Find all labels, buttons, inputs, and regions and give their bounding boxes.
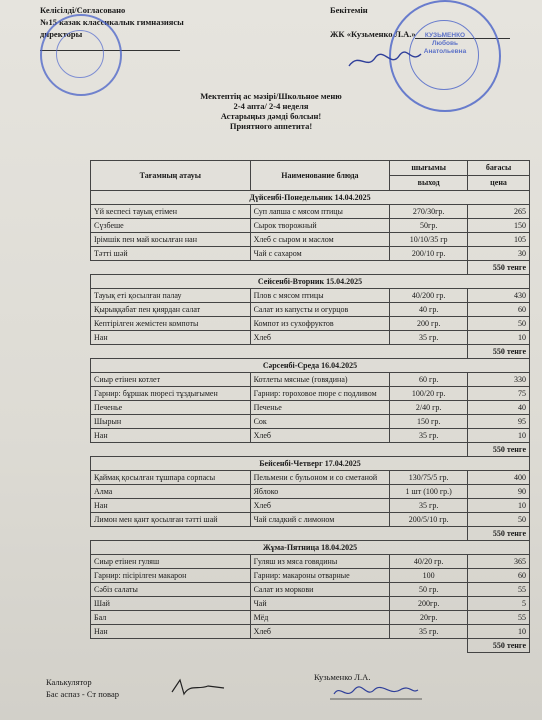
dish-kz: Нан <box>91 429 251 443</box>
day-row <box>91 541 530 555</box>
header-kz: Тағамның атауы <box>91 161 251 191</box>
table-row <box>91 555 530 569</box>
table-row <box>91 415 530 429</box>
dish-price: 40 <box>468 401 530 415</box>
day-name: Бейсенбі-Четверг 17.04.2025 <box>91 457 530 471</box>
dish-kz: Сиыр етінен котлет <box>91 373 251 387</box>
total-spacer <box>91 639 468 653</box>
dish-price: 30 <box>468 247 530 261</box>
footer-role-2: Бас аспаз - Ст повар <box>46 689 119 699</box>
day-row <box>91 275 530 289</box>
dish-kz: Тәтті шәй <box>91 247 251 261</box>
menu-title <box>0 91 542 131</box>
dish-price: 105 <box>468 233 530 247</box>
dish-ru: Плов с мясом птицы <box>250 289 390 303</box>
total-spacer <box>91 443 468 457</box>
footer-roles <box>46 676 119 700</box>
dish-price: 400 <box>468 471 530 485</box>
dish-ru: Хлеб <box>250 429 390 443</box>
dish-price: 60 <box>468 303 530 317</box>
dish-kz: Сәбіз салаты <box>91 583 251 597</box>
dish-ru: Гарнир: макароны отварные <box>250 569 390 583</box>
dish-price: 75 <box>468 387 530 401</box>
dish-ru: Пельмени с бульоном и со сметаной <box>250 471 390 485</box>
dish-ru: Чай с сахаром <box>250 247 390 261</box>
dish-output: 130/75/5 гр. <box>390 471 468 485</box>
menu-table <box>90 160 530 653</box>
dish-ru: Сок <box>250 415 390 429</box>
day-total: 550 тенге <box>468 527 530 541</box>
dish-kz: Печенье <box>91 401 251 415</box>
table-row <box>91 583 530 597</box>
dish-output: 1 шт (100 гр.) <box>390 485 468 499</box>
dish-ru: Яблоко <box>250 485 390 499</box>
agreed-line-1: Келісілді/Согласовано <box>40 5 126 15</box>
dish-output: 40/20 гр. <box>390 555 468 569</box>
dish-price: 10 <box>468 331 530 345</box>
dish-ru: Чай <box>250 597 390 611</box>
dish-kz: Шырын <box>91 415 251 429</box>
dish-price: 10 <box>468 429 530 443</box>
school-seal-icon <box>40 14 122 96</box>
approved-line-1: Бекітемін <box>330 5 368 15</box>
table-row <box>91 569 530 583</box>
dish-price: 5 <box>468 597 530 611</box>
kuzmenko-signature-icon <box>330 682 422 702</box>
director-signature-icon <box>345 48 425 72</box>
agreed-line-2: №15 казак классикалык гимназиясы <box>40 17 184 27</box>
title-line-4: Приятного аппетита! <box>229 121 313 131</box>
dish-output: 200/5/10 гр. <box>390 513 468 527</box>
dish-output: 10/10/35 гр <box>390 233 468 247</box>
dish-price: 55 <box>468 611 530 625</box>
table-row <box>91 597 530 611</box>
dish-price: 365 <box>468 555 530 569</box>
table-row <box>91 513 530 527</box>
table-row <box>91 471 530 485</box>
dish-output: 20гр. <box>390 611 468 625</box>
dish-price: 265 <box>468 205 530 219</box>
header-price-kz: бағасы <box>468 161 530 176</box>
dish-kz: Алма <box>91 485 251 499</box>
table-row <box>91 429 530 443</box>
dish-output: 270/30гр. <box>390 205 468 219</box>
dish-ru: Котлеты мясные (говядина) <box>250 373 390 387</box>
dish-output: 50гр. <box>390 219 468 233</box>
day-row <box>91 457 530 471</box>
total-spacer <box>91 345 468 359</box>
dish-price: 95 <box>468 415 530 429</box>
total-row <box>91 527 530 541</box>
dish-ru: Суп лапша с мясом птицы <box>250 205 390 219</box>
dish-ru: Печенье <box>250 401 390 415</box>
table-row <box>91 247 530 261</box>
day-name: Жұма-Пятница 18.04.2025 <box>91 541 530 555</box>
seal-name-1: КУЗЬМЕНКО <box>424 32 466 39</box>
table-row <box>91 233 530 247</box>
day-total: 550 тенге <box>468 443 530 457</box>
footer-role-1: Калькулятор <box>46 677 92 687</box>
dish-kz: Ірімшік пен май косылған нан <box>91 233 251 247</box>
dish-price: 430 <box>468 289 530 303</box>
seal-name-3: Анатольевна <box>423 48 467 55</box>
agreed-line-3: директоры <box>40 29 83 39</box>
dish-output: 50 гр. <box>390 583 468 597</box>
day-name: Дүйсенбі-Понедельник 14.04.2025 <box>91 191 530 205</box>
dish-price: 10 <box>468 499 530 513</box>
table-header-row <box>91 161 530 176</box>
approved-line-2: ЖК «Кузьменко Л.А.» <box>330 29 416 39</box>
dish-price: 330 <box>468 373 530 387</box>
dish-output: 100 <box>390 569 468 583</box>
dish-ru: Хлеб <box>250 499 390 513</box>
dish-ru: Салат из капусты и огурцов <box>250 303 390 317</box>
header-price-ru: цена <box>468 176 530 191</box>
title-line-2: 2-4 апта/ 2-4 неделя <box>233 101 309 111</box>
footer-name: Кузьменко Л.А. <box>314 672 371 682</box>
dish-kz: Гарнир: бұршак пюресі тұздығымен <box>91 387 251 401</box>
table-row <box>91 387 530 401</box>
day-name: Сәрсенбі-Среда 16.04.2025 <box>91 359 530 373</box>
day-total: 550 тенге <box>468 261 530 275</box>
dish-ru: Сырок творожный <box>250 219 390 233</box>
day-total: 550 тенге <box>468 639 530 653</box>
table-row <box>91 401 530 415</box>
dish-kz: Қаймақ қосылған тұшпара сорпасы <box>91 471 251 485</box>
dish-output: 2/40 гр. <box>390 401 468 415</box>
total-row <box>91 443 530 457</box>
table-row <box>91 625 530 639</box>
dish-kz: Сүзбеше <box>91 219 251 233</box>
dish-output: 35 гр. <box>390 429 468 443</box>
day-row <box>91 359 530 373</box>
dish-ru: Мёд <box>250 611 390 625</box>
table-row <box>91 317 530 331</box>
dish-price: 50 <box>468 317 530 331</box>
day-row <box>91 191 530 205</box>
dish-output: 60 гр. <box>390 373 468 387</box>
total-row <box>91 345 530 359</box>
dish-ru: Компот из сухофруктов <box>250 317 390 331</box>
title-line-1: Мектептің ас мәзірі/Школьное меню <box>200 91 342 101</box>
table-row <box>91 289 530 303</box>
table-row <box>91 485 530 499</box>
dish-output: 150 гр. <box>390 415 468 429</box>
dish-ru: Хлеб с сыром и маслом <box>250 233 390 247</box>
total-row <box>91 261 530 275</box>
dish-kz: Нан <box>91 499 251 513</box>
dish-kz: Шай <box>91 597 251 611</box>
dish-output: 100/20 гр. <box>390 387 468 401</box>
dish-output: 40 гр. <box>390 303 468 317</box>
dish-price: 90 <box>468 485 530 499</box>
title-line-3: Астарыңыз дәмді болсын! <box>220 111 322 121</box>
header-ru: Наименование блюда <box>250 161 390 191</box>
dish-kz: Нан <box>91 625 251 639</box>
dish-price: 60 <box>468 569 530 583</box>
day-total: 550 тенге <box>468 345 530 359</box>
dish-output: 200 гр. <box>390 317 468 331</box>
table-row <box>91 611 530 625</box>
header-output-kz: шығымы <box>390 161 468 176</box>
table-row <box>91 499 530 513</box>
dish-price: 10 <box>468 625 530 639</box>
header-output-ru: выход <box>390 176 468 191</box>
dish-output: 200гр. <box>390 597 468 611</box>
dish-output: 200/10 гр. <box>390 247 468 261</box>
total-spacer <box>91 261 468 275</box>
dish-price: 55 <box>468 583 530 597</box>
dish-ru: Салат из моркови <box>250 583 390 597</box>
dish-kz: Үй кеспесі тауық етімен <box>91 205 251 219</box>
cook-signature-icon <box>168 676 228 698</box>
table-row <box>91 219 530 233</box>
dish-kz: Гарнир: пісірілген макарон <box>91 569 251 583</box>
dish-ru: Хлеб <box>250 331 390 345</box>
dish-kz: Бал <box>91 611 251 625</box>
table-row <box>91 303 530 317</box>
dish-output: 40/200 гр. <box>390 289 468 303</box>
table-row <box>91 205 530 219</box>
dish-ru: Гарнир: гороховое пюре с подливом <box>250 387 390 401</box>
dish-ru: Гуляш из мяса говядины <box>250 555 390 569</box>
dish-output: 35 гр. <box>390 499 468 513</box>
dish-kz: Тауық еті қосылған палау <box>91 289 251 303</box>
dish-price: 150 <box>468 219 530 233</box>
table-row <box>91 331 530 345</box>
dish-ru: Чай сладкий с лимоном <box>250 513 390 527</box>
dish-ru: Хлеб <box>250 625 390 639</box>
table-row <box>91 373 530 387</box>
dish-kz: Кептірілген жемістен компоты <box>91 317 251 331</box>
dish-output: 35 гр. <box>390 331 468 345</box>
dish-kz: Қырыққабат пен қиярдан салат <box>91 303 251 317</box>
seal-name-2: Любовь <box>431 40 458 47</box>
dish-kz: Лимон мен қант қосылған тәтті шай <box>91 513 251 527</box>
dish-price: 50 <box>468 513 530 527</box>
dish-kz: Сиыр етінен гуляш <box>91 555 251 569</box>
dish-kz: Нан <box>91 331 251 345</box>
total-row <box>91 639 530 653</box>
dish-output: 35 гр. <box>390 625 468 639</box>
total-spacer <box>91 527 468 541</box>
day-name: Сейсенбі-Вторник 15.04.2025 <box>91 275 530 289</box>
